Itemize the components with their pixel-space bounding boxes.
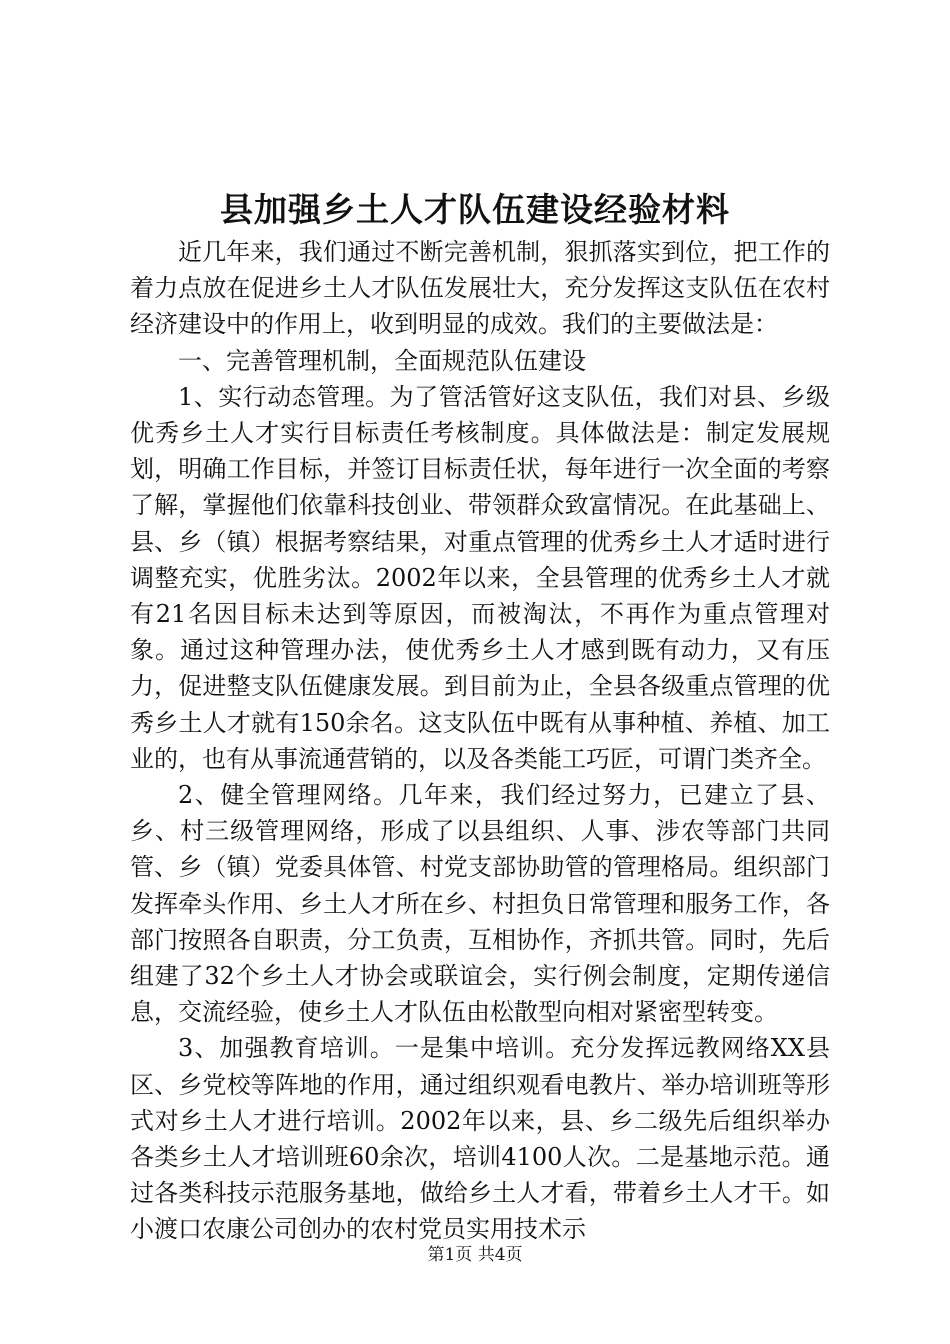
document-body — [130, 234, 830, 1248]
paragraph-management-network: 2、健全管理网络。几年来，我们经过努力，已建立了县、乡、村三级管理网络，形成了以县组织、人事、涉农等部门共同管、乡（镇）党委具体管、村党支部协助管的管理格局。组织部门发挥牵头作用、乡土人才所在乡、村担负日常管理和服务工作，各部门按照各自职责，分工负责，互相协作，齐抓共管。同时，先后组建了32个乡土人才协会或联谊会，实行例会制度，定期传递信息，交流经验，使乡土人才队伍由松散型向相对紧密型转变。 — [130, 781, 830, 1027]
paragraph-dynamic-management: 1、实行动态管理。为了管活管好这支队伍，我们对县、乡级优秀乡土人才实行目标责任考核制度。具体做法是：制定发展规划，明确工作目标，并签订目标责任状，每年进行一次全面的考察了解，掌握他们依靠科技创业、带领群众致富情况。在此基础上、县、乡（镇）根据考察结果，对重点管理的优秀乡土人才适时进行调整充实，优胜劣汰。2002年以来，全县管理的优秀乡土人才就有21名因目标未达到等原因，而被淘汰，不再作为重点管理对象。通过这种管理办法，使优秀乡土人才感到既有动力，又有压力，促进整支队伍健康发展。到目前为止，全县各级重点管理的优秀乡土人才就有150余名。这支队伍中既有从事种植、养植、加工业的，也有从事流通营销的，以及各类能工巧匠，可谓门类齐全。 — [130, 382, 830, 773]
paragraph-intro: 近几年来，我们通过不断完善机制，狠抓落实到位，把工作的着力点放在促进乡土人才队伍发展壮大，充分发挥这支队伍在农村经济建设中的作用上，收到明显的成效。我们的主要做法是： — [130, 238, 830, 339]
paragraph-education-training: 3、加强教育培训。一是集中培训。充分发挥远教网络XX县区、乡党校等阵地的作用，通过组织观看电教片、举办培训班等形式对乡土人才进行培训。2002年以来，县、乡二级先后组织举办各类乡土人才培训班60余次，培训4100人次。二是基地示范。通过各类科技示范服务基地，做给乡土人才看，带着乡土人才干。如小渡口农康公司创办的农村党员实用技术示 — [130, 1034, 830, 1244]
page-footer: 第1页 共4页 — [427, 1245, 523, 1265]
section-heading-1: 一、完善管理机制，全面规范队伍建设 — [178, 346, 586, 375]
document-title: 县加强乡土人才队伍建设经验材料 — [220, 190, 730, 229]
